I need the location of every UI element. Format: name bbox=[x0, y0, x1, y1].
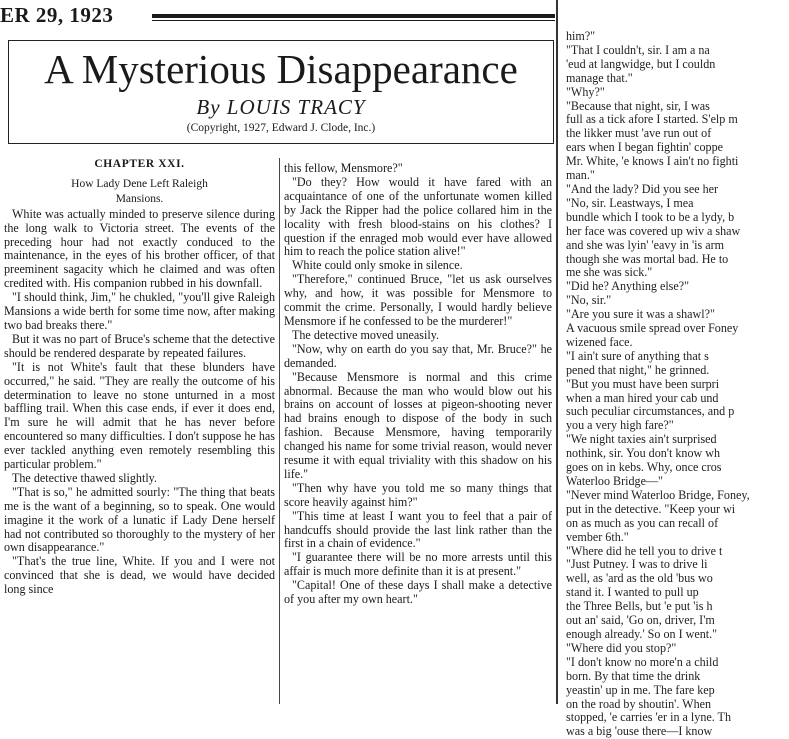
column-3-line: on the road by shoutin'. When bbox=[566, 696, 712, 711]
paragraph: "I should think, Jim," he chukled, "you'll give Raleigh Mansions a wide berth for some time now, after making two bad breaks there." bbox=[4, 290, 275, 332]
column-3-line: stand it. I wanted to pull up bbox=[566, 585, 699, 600]
column-3-line: out an' said, 'Go on, driver, I'm bbox=[566, 613, 715, 628]
column-3-line: A vacuous smile spread over Foney bbox=[566, 321, 739, 336]
column-3-line: nothink, sir. You don't know wh bbox=[566, 446, 721, 461]
chapter-subtitle-line-1: How Lady Dene Left Raleigh bbox=[71, 177, 208, 190]
masthead-dateline bbox=[0, 0, 560, 30]
column-3-line: was a big 'ouse there—I know bbox=[566, 724, 713, 739]
article-copyright: (Copyright, 1927, Edward J. Clode, Inc.) bbox=[186, 122, 376, 134]
column-3-line: "Because that night, sir, I was bbox=[566, 98, 710, 113]
article-column-2 bbox=[284, 162, 552, 704]
column-3-line: manage that." bbox=[566, 70, 633, 85]
column-3-line: though she was mortal bad. He to bbox=[566, 251, 729, 266]
column-3-line: "Why?" bbox=[566, 84, 605, 99]
column-3-line: on as much as you can recall of bbox=[566, 515, 719, 530]
paragraph: "That is so," he admitted sourly: "The thing that beats me is the want of a beginning, so to speak. One would imagine it the work of a lunatic if Lady Dene herself had not contributed so thoroughly to the mystery of her own disappearance." bbox=[4, 484, 275, 555]
column-3-line: full as a tick afore I started. S'elp m bbox=[566, 112, 738, 127]
column-3-line: well, as 'ard as the old 'bus wo bbox=[566, 571, 713, 586]
column-3-line: vember 6th." bbox=[566, 529, 629, 544]
column-3-line: "No, sir." bbox=[566, 293, 612, 308]
column-3-line: "Never mind Waterloo Bridge, Foney, bbox=[566, 487, 750, 502]
column-3-line: "Did he? Anything else?" bbox=[566, 279, 690, 294]
chapter-heading: CHAPTER XXI. bbox=[94, 158, 185, 170]
column-3-line: and she was lyin' 'eavy in 'is arm bbox=[566, 237, 725, 252]
paragraph: this fellow, Mensmore?" bbox=[284, 161, 403, 175]
paragraph: "Capital! One of these days I shall make a detective of you after my own heart." bbox=[284, 578, 552, 607]
column-3-line: bundle which I took to be a lydy, b bbox=[566, 209, 735, 224]
column-3-line: ears when I began fightin' coppe bbox=[566, 140, 723, 155]
column-3-line: man." bbox=[566, 168, 595, 183]
column-3-line: the likker must 'ave run out of bbox=[566, 126, 712, 141]
article-column-3 bbox=[562, 29, 789, 739]
column-3-line: "I ain't sure of anything that s bbox=[566, 348, 709, 363]
column-3-line: "I don't know no more'n a child bbox=[566, 654, 719, 669]
column-3-line: you a very high fare?" bbox=[566, 418, 674, 433]
column-3-line: pened that night," he grinned. bbox=[566, 362, 710, 377]
chapter-subtitle-line-2: Mansions. bbox=[115, 192, 164, 205]
paragraph: "I guarantee there will be no more arrests until this affair is much more definite than it is at present." bbox=[284, 550, 552, 579]
paragraph: "Therefore," continued Bruce, "let us ask ourselves why, and how, it was possible for Mensmore to commit the crime. Personally, I would hardly believe Mensmore if he confessed to be the murderer!" bbox=[284, 272, 552, 328]
column-3-line: wizened face. bbox=[566, 334, 633, 349]
column-3-line: "Where did he tell you to drive t bbox=[566, 543, 723, 558]
column-3-line: "We night taxies ain't surprised bbox=[566, 432, 717, 447]
paragraph: But it was no part of Bruce's scheme that the detective should be rendered desparate by repeated failures. bbox=[4, 331, 275, 360]
column-3-line: "And the lady? Did you see her bbox=[566, 181, 719, 196]
masthead-rule-thick bbox=[152, 14, 555, 18]
paragraph: "Now, why on earth do you say that, Mr. Bruce?" he demanded. bbox=[284, 341, 552, 370]
column-3-line: "Are you sure it was a shawl?" bbox=[566, 307, 715, 322]
column-divider-left bbox=[279, 158, 280, 704]
paragraph: White was actually minded to preserve silence during the long walk to Victoria street. The events of the preceding hour had not exactly conduced to the maintenance, in the eyes of his brother officer, of that preeminent sagacity which he claimed and was often credited with. His companion rubbed in his downfall. bbox=[4, 206, 275, 291]
column-3-line: "No, sir. Leastways, I mea bbox=[566, 195, 694, 210]
column-3-line: 'eud at langwidge, but I couldn bbox=[566, 56, 716, 71]
paragraph: "This time at least I want you to feel that a pair of handcuffs should provide the last link rather than the first in a chain of evidence." bbox=[284, 508, 552, 551]
masthead-rule-thin bbox=[152, 20, 555, 21]
paragraph: The detective moved uneasily. bbox=[292, 327, 439, 342]
column-3-line: stopped, 'e carries 'er in a lyne. Th bbox=[566, 710, 731, 725]
column-divider-right bbox=[556, 0, 558, 704]
paragraph: "That's the true line, White. If you and I were not convinced that she is dead, we would have decided long since bbox=[4, 554, 275, 597]
column-3-line: him?" bbox=[566, 29, 596, 43]
article-column-1 bbox=[4, 158, 275, 704]
column-3-line: me she was sick." bbox=[566, 265, 653, 280]
column-3-line: "Where did you stop?" bbox=[566, 640, 677, 655]
column-3-line: born. By that time the drink bbox=[566, 668, 701, 683]
column-3-line: such peculiar circumstances, and p bbox=[566, 404, 735, 419]
column-3-line: Waterloo Bridge—" bbox=[566, 474, 663, 488]
column-3-line: the Three Bells, but 'e put 'is h bbox=[566, 599, 713, 614]
paragraph: "Because Mensmore is normal and this crime abnormal. Because the man who would blow out his brains on account of losses at pigeon-shooting never had brains enough to dispose of the body in such fashion. Because Mensmore, having temporarily changed his name for some trivial reason, would never resume it with equal triviality with this shadow on his life." bbox=[284, 369, 552, 481]
column-3-line: when a man hired your cab und bbox=[566, 390, 719, 405]
article-byline: By LOUIS TRACY bbox=[196, 95, 366, 119]
column-3-line: "That I couldn't, sir. I am a na bbox=[566, 42, 710, 57]
column-3-line: "Just Putney. I was to drive li bbox=[566, 557, 708, 572]
paragraph: White could only smoke in silence. bbox=[292, 258, 463, 273]
column-3-line: goes on in kebs. Why, once cros bbox=[566, 460, 722, 475]
paragraph: "Do they? How would it have fared with an acquaintance of one of the unfortunate women killed by Jack the Ripper had the police collared him in the locality with fresh blood-stains on his clothes? I question if the enraged mob would ever have allowed him to reach the police station alive!" bbox=[284, 174, 552, 259]
column-3-line: Mr. White, 'e knows I ain't no fighti bbox=[566, 154, 739, 169]
paragraph: "It is not White's fault that these blunders have occurred," he said. "They are really the outcome of his determination to leave no stone unturned in a most baffling trail. When this case ends, if ever it does end, I'm sure he will admit that he has never before encountered so many difficulties. I don't suppose he has ever tackled anything even remotely resembling this particular problem." bbox=[4, 359, 275, 472]
paragraph: The detective thawed slightly. bbox=[12, 470, 157, 485]
date-fragment: ER 29, 1923 bbox=[0, 3, 114, 27]
paragraph: "Then why have you told me so many things that score heavily against him?" bbox=[284, 480, 552, 509]
column-3-line: her face was covered up wiv a shaw bbox=[566, 223, 741, 238]
column-3-line: enough already.' So on I went." bbox=[566, 626, 718, 641]
column-3-line: "But you must have been surpri bbox=[566, 376, 720, 391]
column-3-line: put in the detective. "Keep your wi bbox=[566, 501, 736, 516]
article-headline: A Mysterious Disappearance bbox=[44, 46, 518, 92]
column-3-line: yeastin' up in me. The fare kep bbox=[566, 682, 715, 697]
